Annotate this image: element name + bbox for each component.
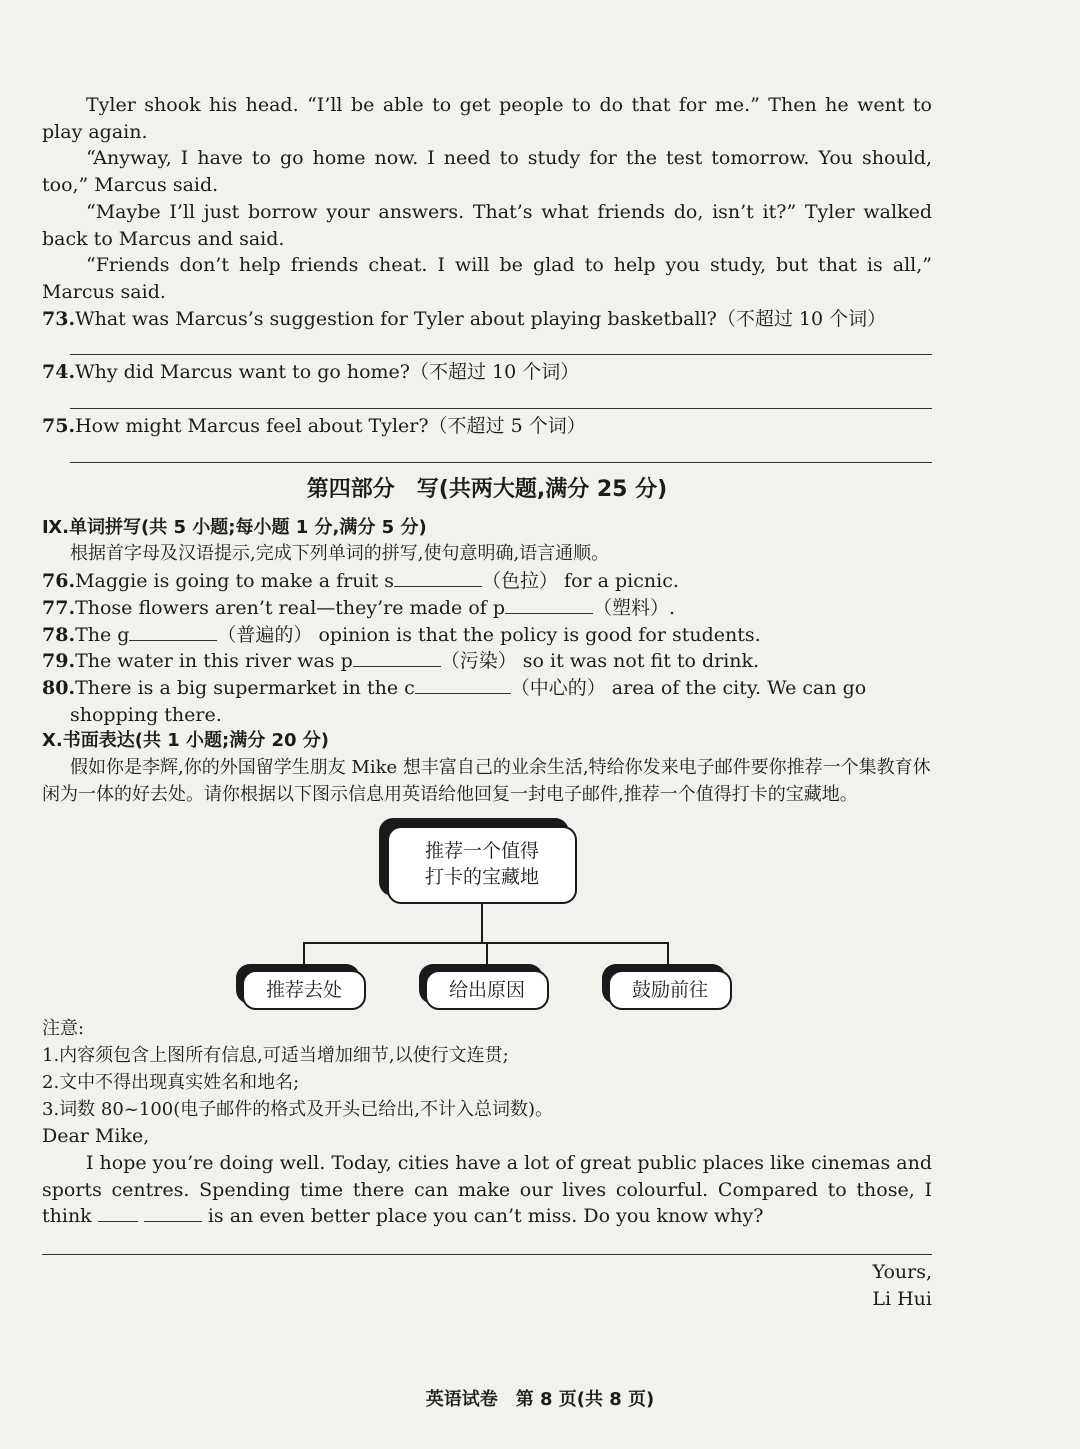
answer-line-75[interactable] — [70, 440, 932, 463]
diagram-top-node: 推荐一个值得 打卡的宝藏地 — [387, 826, 577, 904]
section10-title: Ⅹ.书面表达(共 1 小题;满分 20 分) — [42, 730, 330, 752]
passage-paragraph: “Friends don’t help friends cheat. I will be glad to help you study, but that is all,” Marcus said. — [42, 254, 932, 303]
spelling-item-77: 77.Those flowers aren’t real—they’re made of p （塑料）. — [42, 596, 676, 619]
blank-80[interactable] — [415, 675, 511, 694]
letter-blank-b[interactable] — [144, 1203, 202, 1222]
section9-title: Ⅸ.单词拼写(共 5 小题;每小题 1 分,满分 5 分) — [42, 516, 427, 538]
letter-body: I hope you’re doing well. Today, cities have a lot of great public places like cinemas and sports centres. Spending time there can make our lives colourful. Compared to those, I think is an even better place you can’t miss. Do you know why? — [42, 1151, 933, 1228]
letter-writing-line[interactable] — [42, 1230, 932, 1255]
diagram-node-encourage-visit: 鼓励前往 — [608, 970, 732, 1010]
passage-paragraph: Tyler shook his head. “I’ll be able to get people to do that for me.” Then he went to play again. — [42, 94, 932, 143]
note-item: 3.词数 80~100(电子邮件的格式及开头已给出,不计入总词数)。 — [42, 1098, 554, 1120]
diagram-node-give-reasons: 给出原因 — [425, 970, 549, 1010]
page-footer: 英语试卷 第 8 页(共 8 页) — [425, 1389, 655, 1410]
letter-blank-a[interactable] — [98, 1203, 138, 1222]
blank-76[interactable] — [394, 568, 482, 587]
section9-instruction: 根据首字母及汉语提示,完成下列单词的拼写,使句意明确,语言通顺。 — [70, 543, 610, 565]
spelling-item-76: 76.Maggie is going to make a fruit s （色拉） for a picnic. — [42, 570, 679, 593]
blank-79[interactable] — [353, 648, 441, 667]
spelling-item-79: 79.The water in this river was p （污染） so it was not fit to drink. — [42, 650, 760, 673]
letter-closing: Yours, — [872, 1261, 932, 1284]
answer-line-74[interactable] — [70, 386, 932, 409]
question-74: 74.Why did Marcus want to go home?（不超过 10 个词） — [42, 361, 580, 384]
letter-signature: Li Hui — [872, 1287, 932, 1310]
answer-line-73[interactable] — [70, 332, 932, 355]
question-75: 75.How might Marcus feel about Tyler?（不超过 5 个词） — [42, 415, 586, 438]
diagram-node-recommend-place: 推荐去处 — [242, 970, 366, 1010]
question-73: 73.What was Marcus’s suggestion for Tyler about playing basketball?（不超过 10 个词） — [42, 307, 887, 330]
connector-left — [303, 942, 305, 970]
note-item: 1.内容须包含上图所有信息,可适当增加细节,以使行文连贯; — [42, 1045, 509, 1067]
section10-prompt: 假如你是李辉,你的外国留学生朋友 Mike 想丰富自己的业余生活,特给你发来电子邮件要你推荐一个集教育休闲为一体的好去处。请你根据以下图示信息用英语给他回复一封电子邮件,推荐一个值得打卡的宝藏地。 — [42, 757, 931, 805]
note-item: 2.文中不得出现真实姓名和地名; — [42, 1071, 300, 1093]
connector-right — [667, 942, 669, 970]
blank-77[interactable] — [505, 595, 593, 614]
connector-middle — [486, 942, 488, 970]
part4-title: 第四部分 写(共两大题,满分 25 分) — [306, 476, 668, 502]
letter-greeting: Dear Mike, — [42, 1125, 150, 1148]
exam-page — [42, 92, 932, 1313]
passage-paragraph: “Maybe I’ll just borrow your answers. That’s what friends do, isn’t it?” Tyler walked back to Marcus and said. — [42, 200, 932, 250]
spelling-item-78: 78.The g （普遍的） opinion is that the policy is good for students. — [42, 623, 761, 646]
connector-vertical-top — [481, 904, 483, 942]
notes-title: 注意: — [42, 1018, 85, 1040]
spelling-item-80: 80.There is a big supermarket in the c （中心的） area of the city. We can go shopping there. — [42, 676, 867, 726]
blank-78[interactable] — [129, 622, 217, 641]
passage-paragraph: “Anyway, I have to go home now. I need to study for the test tomorrow. You should, too,” Marcus said. — [42, 147, 932, 197]
mind-map-diagram — [42, 808, 932, 1016]
